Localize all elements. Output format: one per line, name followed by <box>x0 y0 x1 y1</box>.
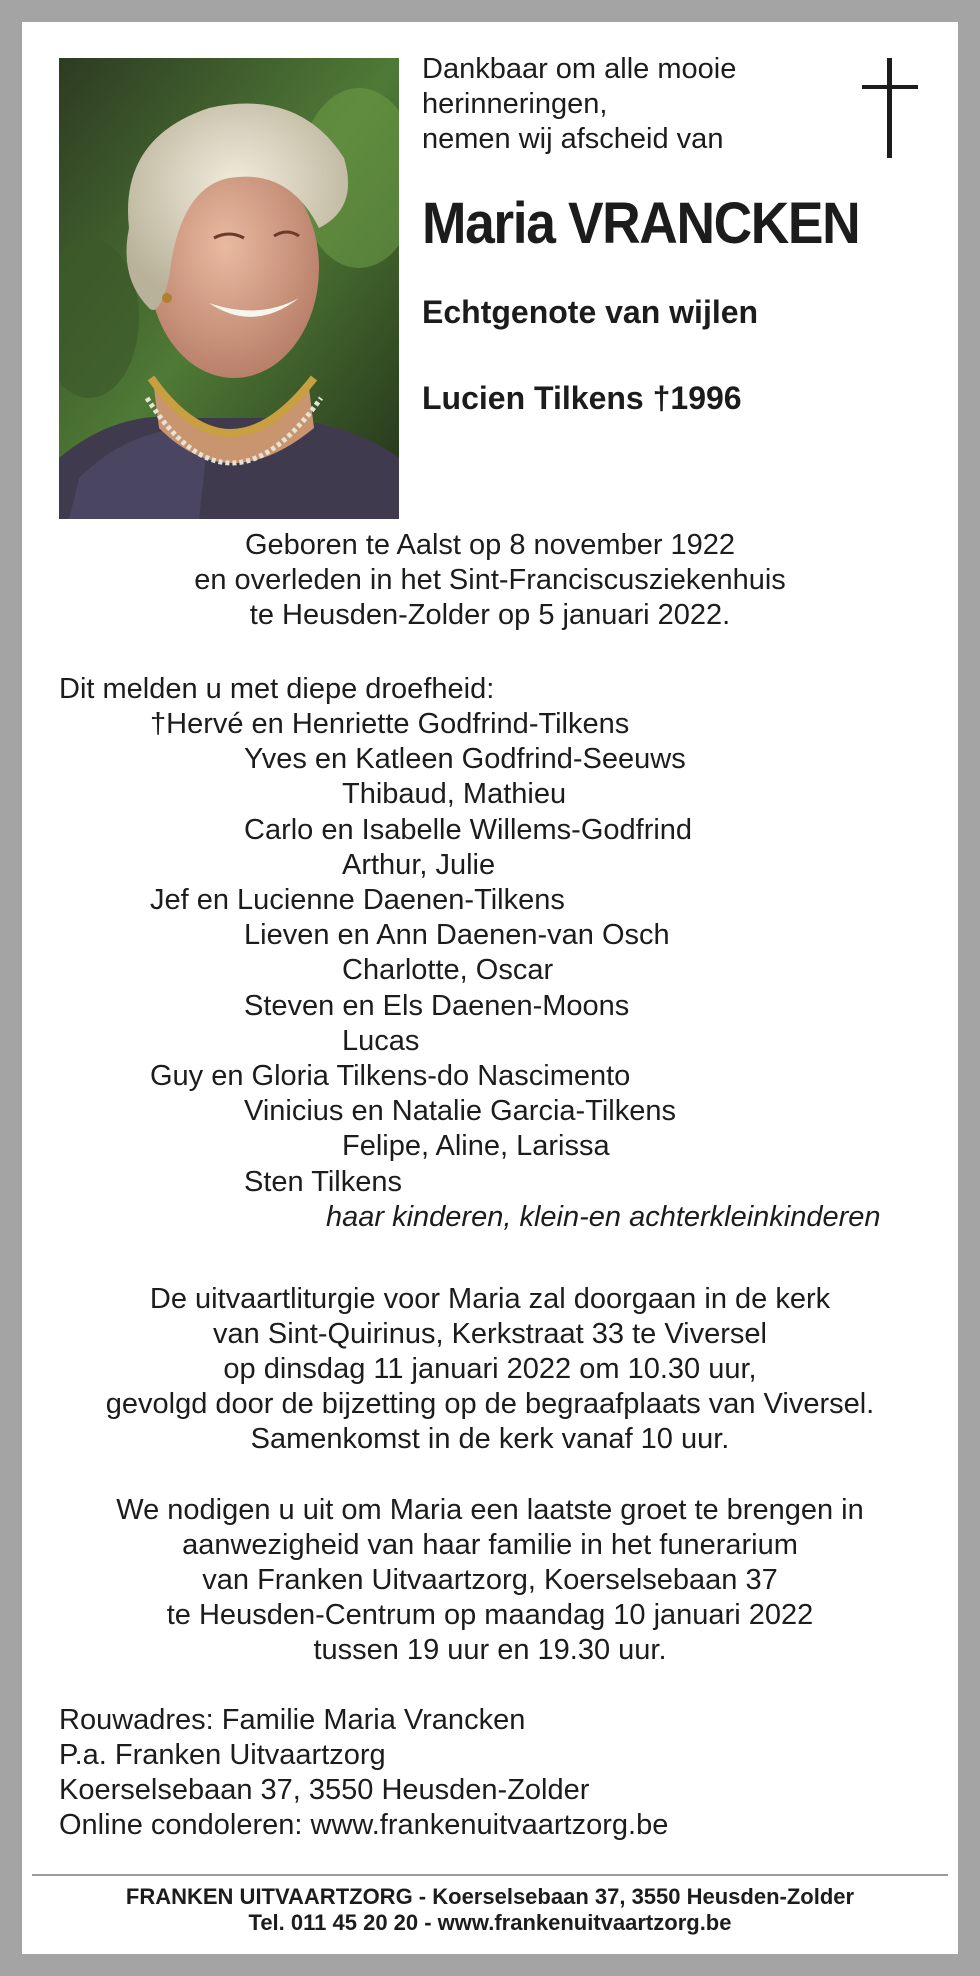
family-member: Guy en Gloria Tilkens-do Nascimento <box>150 1060 631 1092</box>
intro-text <box>422 52 822 157</box>
visit-line: van Franken Uitvaartzorg, Koerselsebaan 37 <box>202 1564 778 1596</box>
announcement: Dit melden u met diepe droefheid: <box>59 673 495 705</box>
family-member: Lieven en Ann Daenen-van Osch <box>244 919 670 952</box>
family-member: Arthur, Julie <box>342 848 496 881</box>
deceased-name: Maria VRANCKEN <box>422 191 860 256</box>
visitation-info <box>22 1493 958 1668</box>
family-member: †Hervé en Henriette Godfrind-Tilkens <box>150 708 630 740</box>
family-member: Sten Tilkens <box>244 1165 402 1198</box>
footer-line: Tel. 011 45 20 20 - www.frankenuitvaartzorg.be <box>248 1910 732 1935</box>
intro-line: Dankbaar om alle mooie <box>422 53 737 85</box>
birth-line: Geboren te Aalst op 8 november 1922 <box>244 529 736 561</box>
funeral-line: Samenkomst in de kerk vanaf 10 uur. <box>250 1423 730 1455</box>
obituary-card <box>22 22 958 1954</box>
footer-divider <box>32 1874 948 1876</box>
visit-line: aanwezigheid van haar familie in het funerarium <box>182 1529 798 1561</box>
family-member: Carlo en Isabelle Willems-Godfrind <box>244 813 693 846</box>
visit-line: tussen 19 uur en 19.30 uur. <box>313 1634 667 1666</box>
funeral-info <box>22 1282 958 1457</box>
contact-line: Rouwadres: Familie Maria Vrancken <box>59 1704 526 1736</box>
family-member: haar kinderen, klein-en achterkleinkinderen <box>326 1200 881 1233</box>
footer-line: FRANKEN UITVAARTZORG - Koerselsebaan 37, 3550 Heusden-Zolder <box>125 1884 855 1909</box>
intro-line: nemen wij afscheid van <box>422 123 724 155</box>
family-member: Felipe, Aline, Larissa <box>342 1130 610 1163</box>
portrait-photo <box>59 58 399 519</box>
visit-line: te Heusden-Centrum op maandag 10 januari 2022 <box>166 1599 814 1631</box>
family-member: Vinicius en Natalie Garcia-Tilkens <box>244 1095 676 1128</box>
contact-line: P.a. Franken Uitvaartzorg <box>59 1739 386 1771</box>
family-member: Charlotte, Oscar <box>342 954 554 987</box>
family-member: Steven en Els Daenen-Moons <box>244 989 630 1022</box>
contact-line: Koerselsebaan 37, 3550 Heusden-Zolder <box>59 1774 590 1806</box>
funeral-line: op dinsdag 11 januari 2022 om 10.30 uur, <box>223 1353 757 1385</box>
family-member: Jef en Lucienne Daenen-Tilkens <box>150 884 565 916</box>
funeral-home-footer <box>22 1884 958 1936</box>
family-member: Yves en Katleen Godfrind-Seeuws <box>244 743 686 776</box>
intro-line: herinneringen, <box>422 88 608 120</box>
visit-line: We nodigen u uit om Maria een laatste groet te brengen in <box>116 1494 864 1526</box>
family-member: Lucas <box>342 1024 420 1057</box>
spouse-name: Lucien Tilkens †1996 <box>422 380 742 416</box>
funeral-line: gevolgd door de bijzetting op de begraafplaats van Viversel. <box>105 1388 875 1420</box>
family-member: Thibaud, Mathieu <box>342 778 567 811</box>
portrait-image <box>59 58 399 519</box>
contact-line: Online condoleren: www.frankenuitvaartzorg.be <box>59 1809 669 1841</box>
funeral-line: van Sint-Quirinus, Kerkstraat 33 te Viversel <box>213 1318 767 1350</box>
funeral-line: De uitvaartliturgie voor Maria zal doorgaan in de kerk <box>149 1283 831 1315</box>
contact-info <box>59 1703 668 1843</box>
spouse-label: Echtgenote van wijlen <box>422 294 759 330</box>
cross-icon <box>862 58 918 163</box>
birth-death-info <box>22 528 958 633</box>
birth-line: te Heusden-Zolder op 5 januari 2022. <box>249 599 731 631</box>
birth-line: en overleden in het Sint-Franciscusziekenhuis <box>194 564 786 596</box>
